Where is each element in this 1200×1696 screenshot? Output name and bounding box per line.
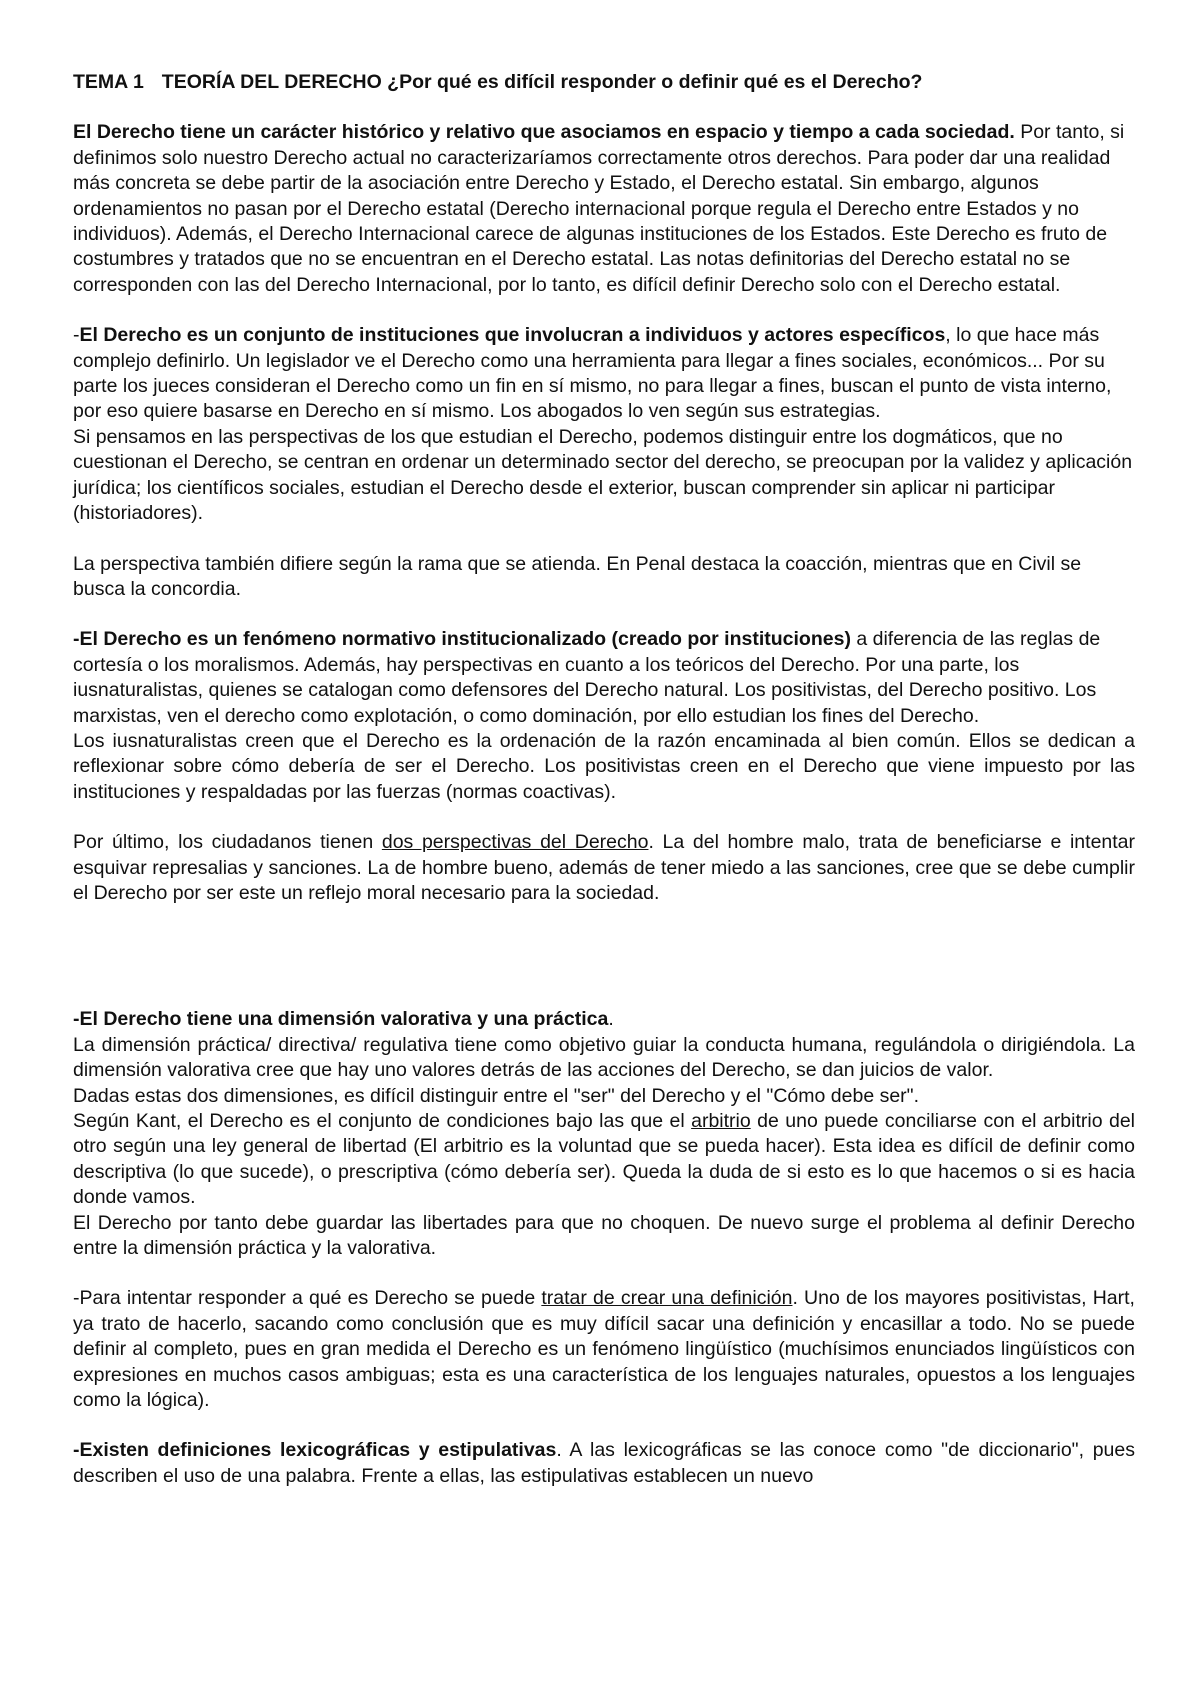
paragraph-kant: Según Kant, el Derecho es el conjunto de condiciones bajo las que el arbitrio de uno puede conciliarse con el arbitrio del otro según una ley general de libertad (El arbitrio es la voluntad que se pueda hacer). Esta idea es difícil de definir como descriptiva (lo que sucede), o prescriptiva (cómo debería ser). Queda la duda de si esto es lo que hacemos o si es hacia donde vamos.	[73, 1110, 1135, 1209]
section-historical-character	[73, 120, 1135, 298]
topic-number: TEMA 1	[73, 71, 144, 93]
section-normative-phenomenon	[73, 627, 1135, 729]
topic-heading: TEORÍA DEL DERECHO ¿Por qué es difícil responder o definir qué es el Derecho?	[161, 71, 923, 93]
paragraph-iusnaturalists: Los iusnaturalistas creen que el Derecho es la ordenación de la razón encaminada al bien común. Ellos se dedican a reflexionar sobre cómo debería de ser el Derecho. Los positivistas creen en el Derecho que viene impuesto por las instituciones y respaldadas por las fuerzas (normas coactivas).	[73, 729, 1135, 803]
section-text: , lo que hace más complejo definirlo. Un legislador ve el Derecho como una herramienta para llegar a fines sociales, económicos... Por su parte los jueces consideran el Derecho como un fin en sí mismo, no para llegar a fines, buscan el punto de vista interno, por eso quiere basarse en Derecho en sí mismo. Los abogados lo ven según sus estrategias.	[73, 324, 1112, 423]
section-lead: -El Derecho es un fenómeno normativo institucionalizado (creado por instituciones)	[73, 628, 851, 651]
paragraph-freedoms: El Derecho por tanto debe guardar las libertades para que no choquen. De nuevo surge el problema al definir Derecho entre la dimensión práctica y la valorativa.	[73, 1211, 1135, 1260]
section-lead: El Derecho tiene un carácter histórico y relativo que asociamos en espacio y tiempo a cada sociedad.	[73, 121, 1015, 144]
section-institutions: -El Derecho es un conjunto de instituciones que involucran a individuos y actores específicos, lo que hace más complejo definirlo. Un legislador ve el Derecho como una herramienta para llegar a fines sociales, económicos... Por su parte los jueces consideran el Derecho como un fin en sí mismo, no para llegar a fines, buscan el punto de vista interno, por eso quiere basarse en Derecho en sí mismo. Los abogados lo ven según sus estrategias.	[73, 324, 1112, 423]
underlined-phrase: tratar de crear una definición	[541, 1287, 793, 1310]
section-text: . A las lexicográficas se las conoce como "de diccionario", pues describen el uso de una palabra. Frente a ellas, las estipulativas establecen un nuevo	[73, 1439, 1135, 1487]
page-title	[73, 70, 1135, 95]
section-text: a diferencia de las reglas de cortesía o los moralismos. Además, hay perspectivas en cuanto a los teóricos del Derecho. Por una parte, los iusnaturalistas, quienes se catalogan como defensores del Derecho natural. Los positivistas, del Derecho positivo. Los marxistas, ven el derecho como explotación, o como dominación, por ello estudian los fines del Derecho.	[73, 628, 1101, 727]
paragraph-ser-vs-deber-ser: Dadas estas dos dimensiones, es difícil distinguir entre el "ser" del Derecho y el "Cómo debe ser".	[73, 1084, 920, 1107]
section-lead: -Existen definiciones lexicográficas y estipulativas	[73, 1439, 557, 1462]
underlined-phrase: arbitrio	[691, 1110, 751, 1132]
section-definition-attempt: -Para intentar responder a qué es Derecho se puede tratar de crear una definición. Uno de los mayores positivistas, Hart, ya trato de hacerlo, sacando como conclusión que es muy difícil sacar una definición y encasillar a todo. No se puede definir al completo, pues en gran medida el Derecho es un fenómeno lingüístico (muchísimos enunciados lingüísticos con expresiones en muchos casos ambiguas; esta es una característica de los lenguajes naturales, opuestos a los lenguajes como la lógica).	[73, 1287, 1135, 1412]
paragraph-citizens: Por último, los ciudadanos tienen dos perspectivas del Derecho. La del hombre malo, trata de beneficiarse e intentar esquivar represalias y sanciones. La de hombre bueno, además de tener miedo a las sanciones, cree que se debe cumplir el Derecho por ser este un reflejo moral necesario para la sociedad.	[73, 831, 1136, 904]
underlined-phrase: dos perspectivas del Derecho	[381, 831, 649, 854]
section-text: Por tanto, si definimos solo nuestro Derecho actual no caracterizaríamos correctamente otros derechos. Para poder dar una realidad más concreta se debe partir de la asociación entre Derecho y Estado, el Derecho estatal. Sin embargo, algunos ordenamientos no pasan por el Derecho estatal (Derecho internacional porque regula el Derecho entre Estados y no individuos). Además, el Derecho Internacional carece de algunas instituciones de los Estados. Este Derecho es fruto de costumbres y tratados que no se encuentran en el Derecho estatal. Las notas definitorias del Derecho estatal no se corresponden con las del Derecho Internacional, por lo tanto, es difícil definir Derecho solo con el Derecho estatal.	[73, 121, 1125, 296]
section-definitions-types	[73, 1438, 1135, 1489]
document-page	[73, 70, 1135, 1489]
section-lead: -El Derecho tiene una dimensión valorativa y una práctica	[73, 1008, 609, 1031]
section-lead: El Derecho es un conjunto de instituciones que involucran a individuos y actores específicos	[79, 324, 946, 347]
section-dimensions: -El Derecho tiene una dimensión valorativa y una práctica.	[73, 1008, 614, 1031]
paragraph-branch-perspective: La perspectiva también difiere según la rama que se atienda. En Penal destaca la coacción, mientras que en Civil se busca la concordia.	[73, 552, 1082, 600]
paragraph-perspectives: Si pensamos en las perspectivas de los que estudian el Derecho, podemos distinguir entre los dogmáticos, que no cuestionan el Derecho, se centran en ordenar un determinado sector del derecho, se preocupan por la validez y aplicación jurídica; los científicos sociales, estudian el Derecho desde el exterior, buscan comprender sin aplicar ni participar (historiadores).	[73, 425, 1133, 525]
paragraph-practical-dimension: La dimensión práctica/ directiva/ regulativa tiene como objetivo guiar la conducta humana, regulándola o dirigiéndola. La dimensión valorativa cree que hay uno valores detrás de las acciones del Derecho, se dan juicios de valor.	[73, 1033, 1135, 1082]
